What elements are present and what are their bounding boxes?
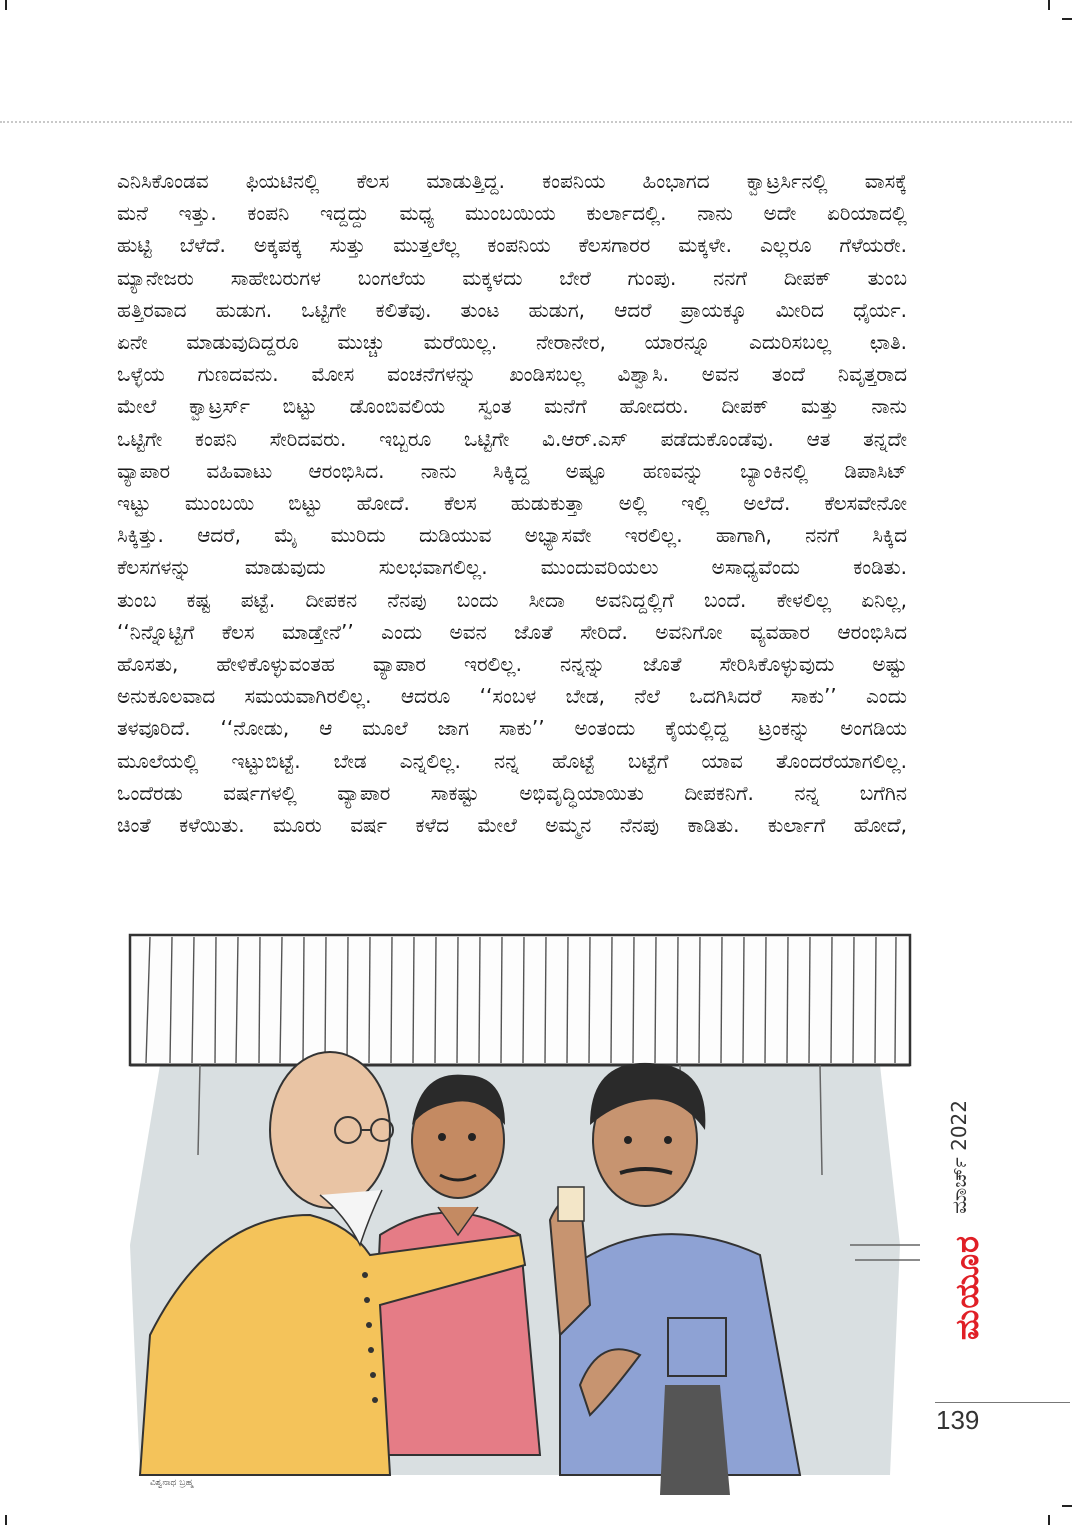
article-line: ಇಟ್ಟು ಮುಂಬಯಿ ಬಿಟ್ಟು ಹೋದೆ. ಕೆಲಸ ಹುಡುಕುತ್ತಾ ಅಲ್ಲಿ ಇಲ್ಲಿ ಅಲೆದೆ. ಕೆಲಸವೇನೋ — [117, 491, 907, 516]
article-line: ಮೂಲೆಯಲ್ಲಿ ಇಟ್ಟುಬಿಟ್ಟೆ. ಬೇಡ ಎನ್ನಲಿಲ್ಲ. ನನ್ನ ಹೊಟ್ಟೆ ಬಟ್ಟೆಗೆ ಯಾವ ತೊಂದರೆಯಾಗಲಿಲ್ಲ. — [117, 748, 907, 773]
header-dotted-rule — [0, 121, 1072, 123]
article-line: ಚಿಂತೆ ಕಳೆಯಿತು. ಮೂರು ವರ್ಷ ಕಳೆದ ಮೇಲೆ ಅಮ್ಮನ ನೆನಪು ಕಾಡಿತು. ಕುರ್ಲಾಗೆ ಹೋದೆ, — [117, 813, 907, 838]
article-line: ಮನೆ ಇತ್ತು. ಕಂಪನಿ ಇದ್ದದ್ದು ಮಧ್ಯ ಮುಂಬಯಿಯ ಕುರ್ಲಾದಲ್ಲಿ. ನಾನು ಅದೇ ಏರಿಯಾದಲ್ಲಿ — [117, 201, 907, 226]
crop-mark-right-lower — [1062, 1505, 1072, 1507]
crop-mark-bottom-right — [1048, 1515, 1050, 1525]
issue-month-year: ಮಾರ್ಚ್ 2022 — [947, 1100, 971, 1214]
article-line: ಎನಿಸಿಕೊಂಡವ ಫಿಯಟಿನಲ್ಲಿ ಕೆಲಸ ಮಾಡುತ್ತಿದ್ದ. ಕಂಪನಿಯ ಹಿಂಭಾಗದ ಕ್ವಾಟ್ರರ್ಸಿನಲ್ಲಿ ವಾಸಕ್ಕೆ — [117, 169, 907, 193]
crop-mark-right-upper — [1062, 18, 1072, 20]
article-line: ಸಿಕ್ಕಿತ್ತು. ಆದರೆ, ಮೈ ಮುರಿದು ದುಡಿಯುವ ಅಭ್ಯಾಸವೇ ಇರಲಿಲ್ಲ. ಹಾಗಾಗಿ, ನನಗೆ ಸಿಕ್ಕಿದ — [117, 523, 907, 548]
page-number: 139 — [936, 1405, 980, 1435]
page-number-rule — [935, 1402, 1070, 1403]
article-line: ಹೊಸತು, ಹೇಳಿಕೊಳ್ಳುವಂತಹ ವ್ಯಾಪಾರ ಇರಲಿಲ್ಲ. ನನ್ನನ್ನು ಜೊತೆ ಸೇರಿಸಿಕೊಳ್ಳುವುದು ಅಷ್ಟು — [117, 652, 907, 677]
article-line: ಮೇಲೆ ಕ್ವಾಟ್ರರ್ಸ್ ಬಿಟ್ಟು ಡೊಂಬಿವಲಿಯ ಸ್ವಂತ ಮನೆಗೆ ಹೋದರು. ದೀಪಕ್ ಮತ್ತು ನಾನು — [117, 394, 907, 419]
illustrator-signature: ವಿಶ್ವನಾಥ ಬ್ರಹ್ಮ — [150, 1478, 194, 1488]
story-illustration — [120, 915, 920, 1495]
article-line: ಒಳ್ಳೆಯ ಗುಣದವನು. ಮೋಸ ವಂಚನೆಗಳನ್ನು ಖಂಡಿಸಬಲ್ಲ ವಿಶ್ವಾಸಿ. ಅವನ ತಂದೆ ನಿವೃತ್ತರಾದ — [117, 362, 907, 387]
crop-mark-top-right — [1048, 0, 1050, 10]
article-line: ತುಂಬ ಕಷ್ಟ ಪಟ್ಟೆ. ದೀಪಕನ ನೆನಪು ಬಂದು ಸೀದಾ ಅವನಿದ್ದಲ್ಲಿಗೆ ಬಂದೆ. ಕೇಳಲಿಲ್ಲ ಏನಿಲ್ಲ, — [117, 587, 907, 612]
article-line: ಅನುಕೂಲವಾದ ಸಮಯವಾಗಿರಲಿಲ್ಲ. ಆದರೂ ‘‘ಸಂಬಳ ಬೇಡ, ನೆಲೆ ಒದಗಿಸಿದರೆ ಸಾಕು’’ ಎಂದು — [117, 684, 907, 709]
magazine-masthead-logo: ಮಯೂರ — [948, 1235, 986, 1341]
article-line: ಒಂದೆರಡು ವರ್ಷಗಳಲ್ಲಿ ವ್ಯಾಪಾರ ಸಾಕಷ್ಟು ಅಭಿವೃದ್ಧಿಯಾಯಿತು ದೀಪಕನಿಗೆ. ನನ್ನ ಬಗೆಗಿನ — [117, 780, 907, 805]
article-line: ಒಟ್ಟಿಗೇ ಕಂಪನಿ ಸೇರಿದವರು. ಇಬ್ಬರೂ ಒಟ್ಟಿಗೇ ವಿ.ಆರ್.ಎಸ್ ಪಡೆದುಕೊಂಡೆವು. ಆತ ತನ್ನದೇ — [117, 426, 907, 451]
article-line: ಹತ್ತಿರವಾದ ಹುಡುಗ. ಒಟ್ಟಿಗೇ ಕಲಿತೆವು. ತುಂಟ ಹುಡುಗ, ಆದರೆ ಪ್ರಾಯಕ್ಕೂ ಮೀರಿದ ಧೈರ್ಯ. — [117, 297, 907, 322]
article-body — [117, 165, 907, 885]
article-line: ಮ್ಯಾನೇಜರು ಸಾಹೇಬರುಗಳ ಬಂಗಲೆಯ ಮಕ್ಕಳದು ಬೇರೆ ಗುಂಪು. ನನಗೆ ದೀಪಕ್ ತುಂಬ — [117, 265, 907, 290]
article-line: ಏನೇ ಮಾಡುವುದಿದ್ದರೂ ಮುಚ್ಚು ಮರೆಯಿಲ್ಲ. ನೇರಾನೇರ, ಯಾರನ್ನೂ ಎದುರಿಸಬಲ್ಲ ಛಾತಿ. — [117, 330, 907, 355]
article-line: ಹುಟ್ಟಿ ಬೆಳೆದೆ. ಅಕ್ಕಪಕ್ಕ ಸುತ್ತು ಮುತ್ತಲೆಲ್ಲ ಕಂಪನಿಯ ಕೆಲಸಗಾರರ ಮಕ್ಕಳೇ. ಎಲ್ಲರೂ ಗೆಳೆಯರೇ. — [117, 233, 907, 258]
crop-mark-bottom-left — [5, 1515, 7, 1525]
article-line: ತಳವೂರಿದೆ. ‘‘ನೋಡು, ಆ ಮೂಲೆ ಜಾಗ ಸಾಕು’’ ಅಂತಂದು ಕೈಯಲ್ಲಿದ್ದ ಟ್ರಂಕನ್ನು ಅಂಗಡಿಯ — [117, 716, 907, 741]
article-line: ಕೆಲಸಗಳನ್ನು ಮಾಡುವುದು ಸುಲಭವಾಗಲಿಲ್ಲ. ಮುಂದುವರಿಯಲು ಅಸಾಧ್ಯವೆಂದು ಕಂಡಿತು. — [117, 555, 907, 580]
crop-mark-top-left — [5, 0, 7, 10]
article-line: ವ್ಯಾಪಾರ ವಹಿವಾಟು ಆರಂಭಿಸಿದ. ನಾನು ಸಿಕ್ಕಿದ್ದ ಅಷ್ಟೂ ಹಣವನ್ನು ಬ್ಯಾಂಕಿನಲ್ಲಿ ಡಿಪಾಸಿಟ್ — [117, 458, 907, 483]
thatched-roof — [130, 935, 910, 1065]
article-line: ‘‘ನಿನ್ನೊಟ್ಟಿಗೆ ಕೆಲಸ ಮಾಡ್ತೇನೆ’’ ಎಂದು ಅವನ ಜೊತೆ ಸೇರಿದೆ. ಅವನಿಗೋ ವ್ಯವಹಾರ ಆರಂಭಿಸಿದ — [117, 619, 907, 644]
